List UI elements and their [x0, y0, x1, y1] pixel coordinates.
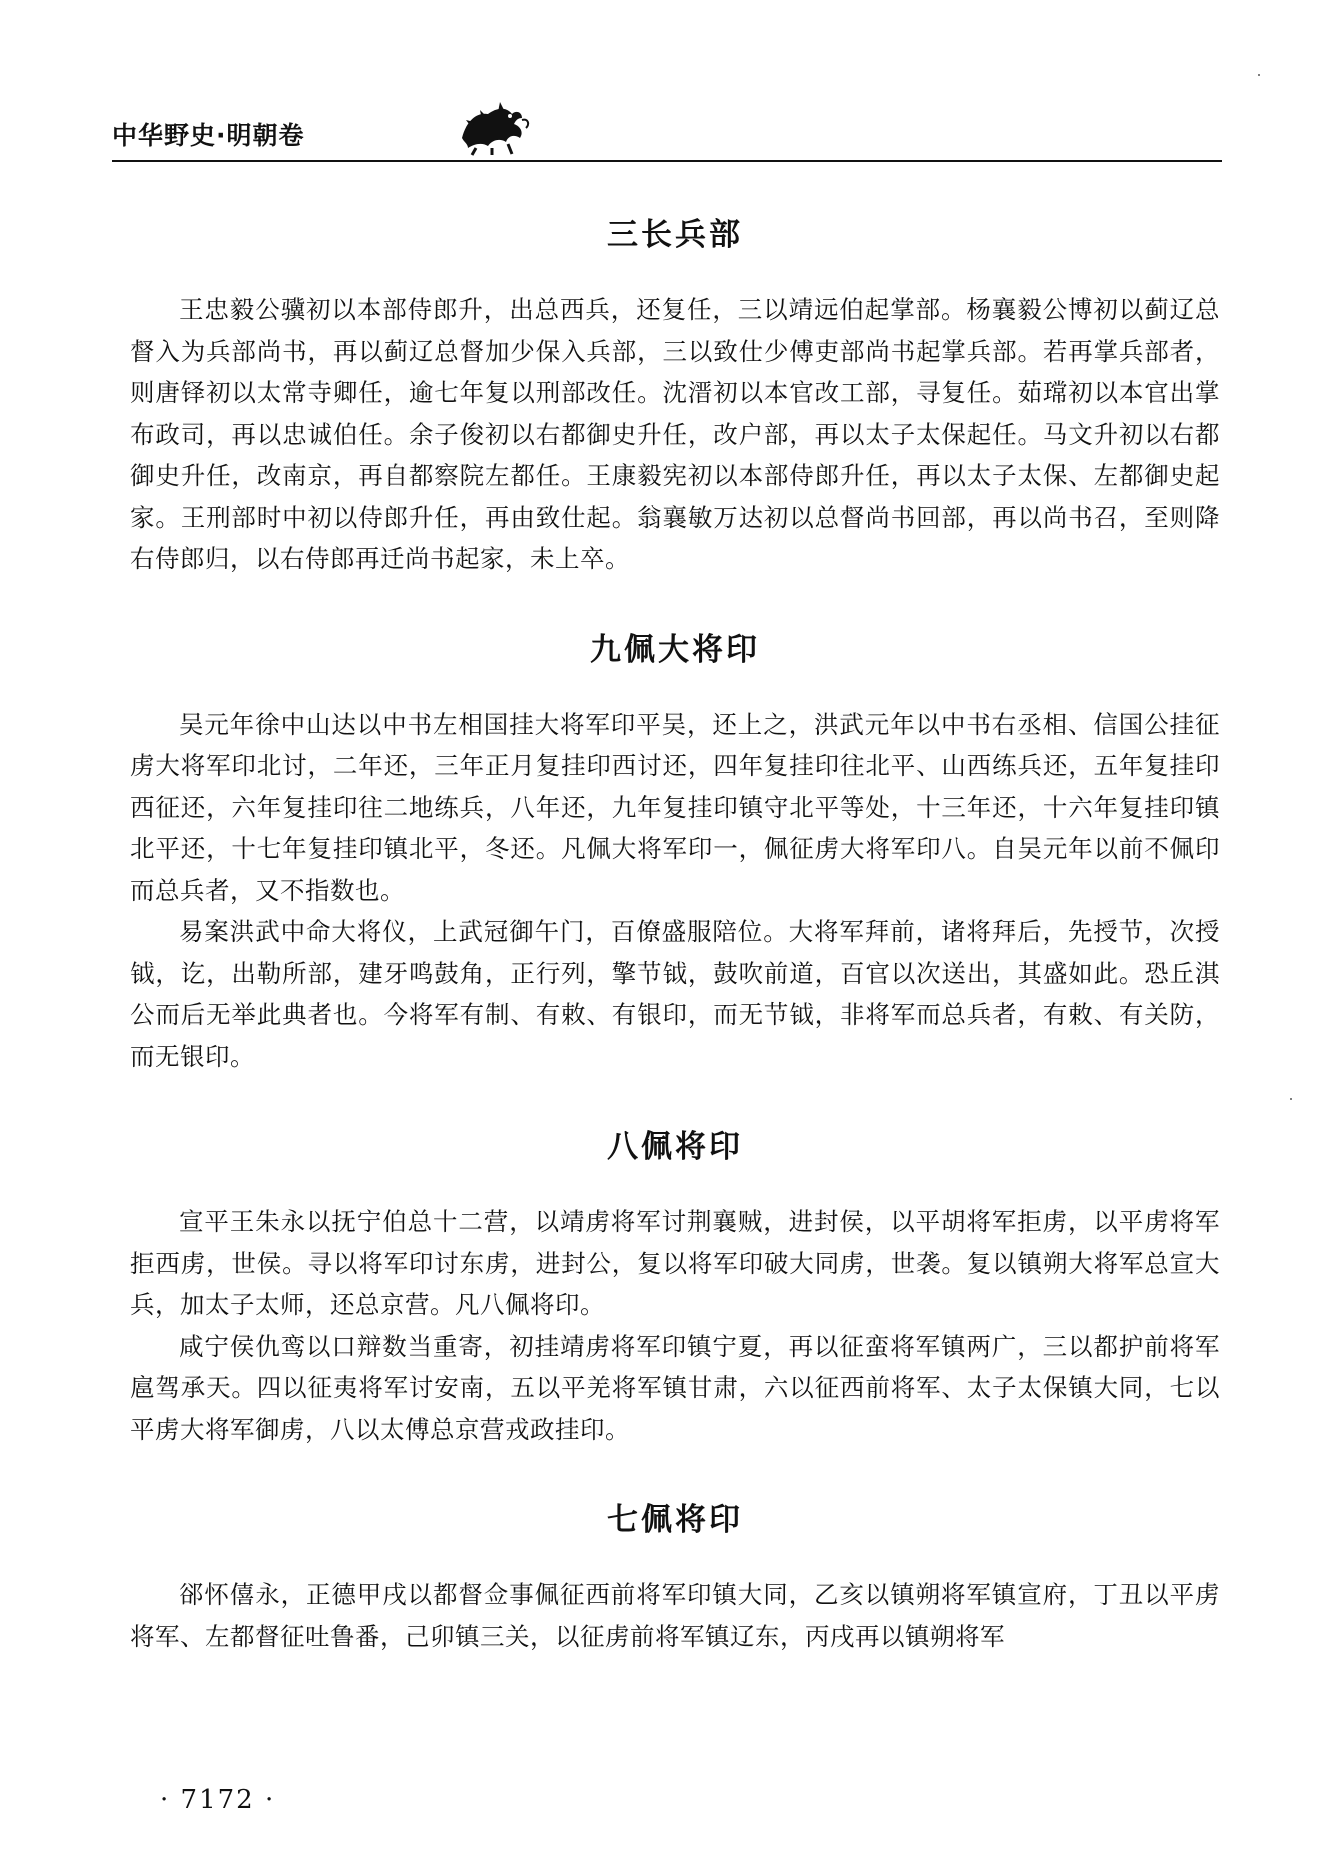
section-title: 七佩将印: [607, 1502, 743, 1538]
section-title: 三长兵部: [607, 217, 743, 253]
header-rule: [112, 160, 1222, 162]
section-title: 九佩大将印: [590, 631, 760, 668]
section-title: 八佩将印: [607, 1129, 743, 1165]
paragraph: 王忠毅公骥初以本部侍郎升，出总西兵，还复任，三以靖远伯起掌部。杨襄毅公博初以蓟辽总督入为兵部尚书，再以蓟辽总督加少保入兵部，三以致仕少傅吏部尚书起掌兵部。若再掌兵部者，则唐铎初以太常寺卿任，逾七年复以刑部改任。沈溍初以本官改工部，寻复任。茹瑺初以本官出掌布政司，再以忠诚伯任。余子俊初以右都御史升任，改户部，再以太子太保起任。马文升初以右都御史升任，改南京，再自都察院左都任。王康毅宪初以本部侍郎升任，再以太子太保、左都御史起家。王刑部时中初以侍郎升任，再由致仕起。翁襄敏万达初以总督尚书回部，再以尚书召，至则降右侍郎归，以右侍郎再迁尚书起家，未上卒。: [130, 295, 1220, 573]
paragraph: 易案洪武中命大将仪，上武冠御午门，百僚盛服陪位。大将军拜前，诸将拜后，先授节，次授钺，讫，出勒所部，建牙鸣鼓角，正行列，擎节钺，鼓吹前道，百官以次送出，其盛如此。恐丘淇公而后无举此典者也。今将军有制、有敕、有银印，而无节钺，非将军而总兵者，有敕、有关防，而无银印。: [130, 917, 1220, 1071]
page-body: [130, 205, 1220, 1697]
book-title: 中华野史·明朝卷: [112, 121, 305, 150]
section-jiu-pei-da-jiang-yin: [130, 620, 1220, 1078]
section-qi-pei-jiang-yin: [130, 1490, 1220, 1657]
section-san-zhang-bing-bu: [130, 205, 1220, 580]
scan-speck: [1290, 1098, 1292, 1100]
dragon-emblem-icon: [452, 98, 532, 156]
paragraph: 郤怀僖永，正德甲戌以都督佥事佩征西前将军印镇大同，乙亥以镇朔将军镇宣府，丁丑以平虏将军、左都督征吐鲁番，己卯镇三关，以征虏前将军镇辽东，丙戌再以镇朔将军: [130, 1580, 1220, 1651]
running-header: [112, 98, 1212, 158]
scan-speck: [1258, 74, 1260, 76]
paragraph: 咸宁侯仇鸾以口辩数当重寄，初挂靖虏将军印镇宁夏，再以征蛮将军镇两广，三以都护前将军扈驾承天。四以征夷将军讨安南，五以平羌将军镇甘肃，六以征西前将军、太子太保镇大同，七以平虏大将军御虏，八以太傅总京营戎政挂印。: [130, 1331, 1220, 1444]
paragraph: 吴元年徐中山达以中书左相国挂大将军印平吴，还上之，洪武元年以中书右丞相、信国公挂征虏大将军印北讨，二年还，三年正月复挂印西讨还，四年复挂印往北平、山西练兵还，五年复挂印西征还，六年复挂印往二地练兵，八年还，九年复挂印镇守北平等处，十三年还，十六年复挂印镇北平还，十七年复挂印镇北平，冬还。凡佩大将军印一，佩征虏大将军印八。自吴元年以前不佩印而总兵者，又不指数也。: [130, 709, 1220, 905]
page-number: · 7172 ·: [160, 1785, 276, 1815]
section-ba-pei-jiang-yin: [130, 1117, 1220, 1450]
paragraph: 宣平王朱永以抚宁伯总十二营，以靖虏将军讨荆襄贼，进封侯，以平胡将军拒虏，以平虏将军拒西虏，世侯。寻以将军印讨东虏，进封公，复以将军印破大同虏，世袭。复以镇朔大将军总宣大兵，加太子太师，还总京营。凡八佩将印。: [130, 1207, 1220, 1319]
